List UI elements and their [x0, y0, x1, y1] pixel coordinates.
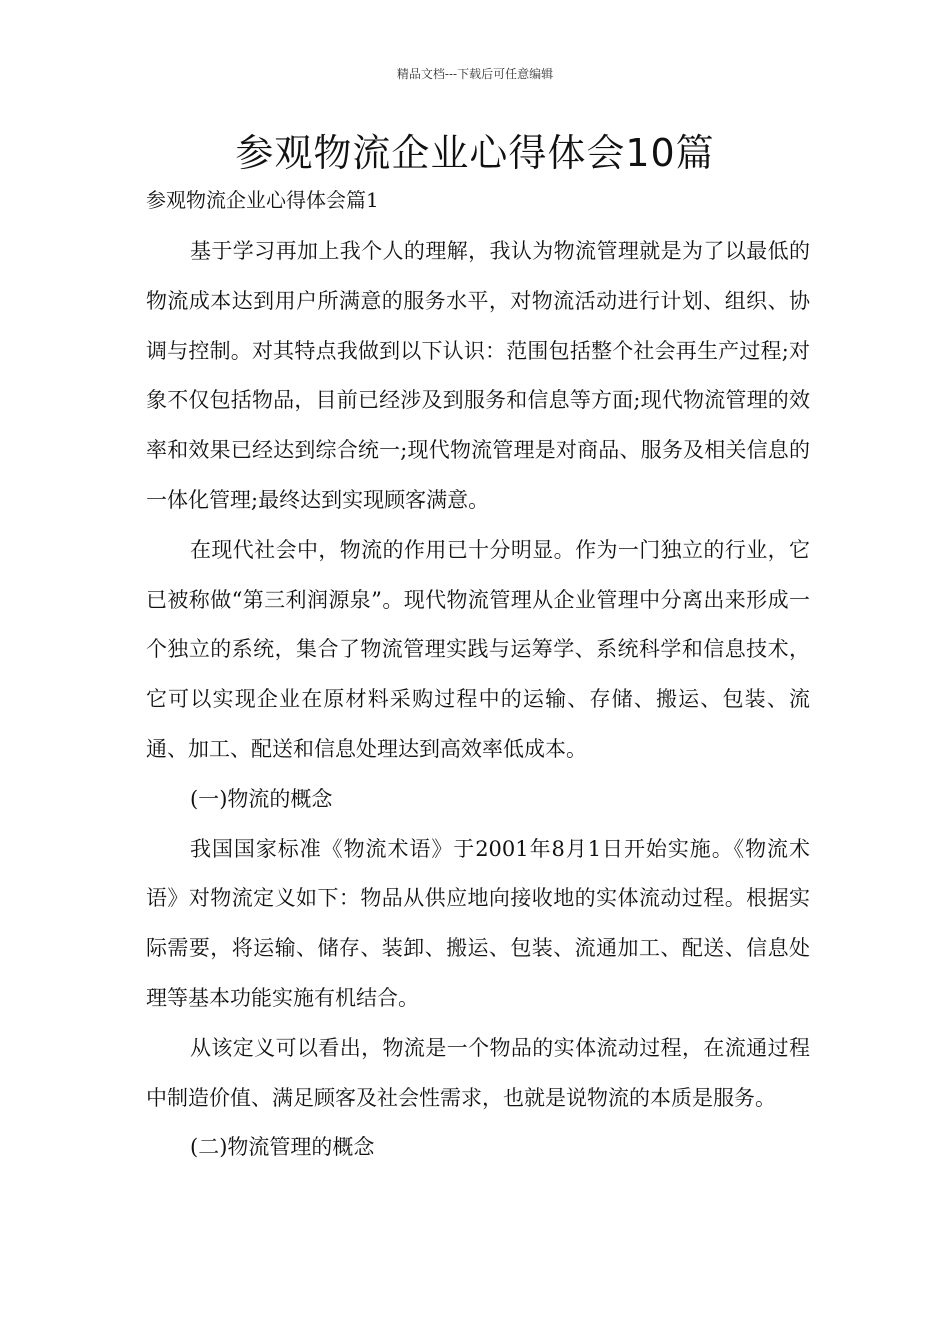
- body-text: [146, 227, 810, 1173]
- document-title: 参观物流企业心得体会10篇: [235, 131, 715, 175]
- paragraph: 在现代社会中，物流的作用已十分明显。作为一门独立的行业，它已被称做“第三利润源泉”。现代物流管理从企业管理中分离出来形成一个独立的系统，集合了物流管理实践与运筹学、系统科学和信息技术，它可以实现企业在原材料采购过程中的运输、存储、搬运、包装、流通、加工、配送和信息处理达到高效率低成本。: [146, 537, 810, 761]
- paragraph: 从该定义可以看出，物流是一个物品的实体流动过程，在流通过程中制造价值、满足顾客及社会性需求，也就是说物流的本质是服务。: [146, 1035, 810, 1110]
- header-note: 精品文档---下载后可任意编辑: [396, 67, 554, 81]
- subheading: (一)物流的概念: [190, 786, 333, 811]
- subheading: (二)物流管理的概念: [190, 1135, 375, 1160]
- paragraph: 基于学习再加上我个人的理解，我认为物流管理就是为了以最低的物流成本达到用户所满意的服务水平，对物流活动进行计划、组织、协调与控制。对其特点我做到以下认识：范围包括整个社会再生产过程;对象不仅包括物品，目前已经涉及到服务和信息等方面;现代物流管理的效率和效果已经达到综合统一;现代物流管理是对商品、服务及相关信息的一体化管理;最终达到实现顾客满意。: [146, 239, 810, 512]
- section-heading: 参观物流企业心得体会篇1: [146, 188, 379, 212]
- paragraph: 我国国家标准《物流术语》于2001年8月1日开始实施。《物流术语》对物流定义如下：物品从供应地向接收地的实体流动过程。根据实际需要，将运输、储存、装卸、搬运、包装、流通加工、配送、信息处理等基本功能实施有机结合。: [146, 836, 810, 1010]
